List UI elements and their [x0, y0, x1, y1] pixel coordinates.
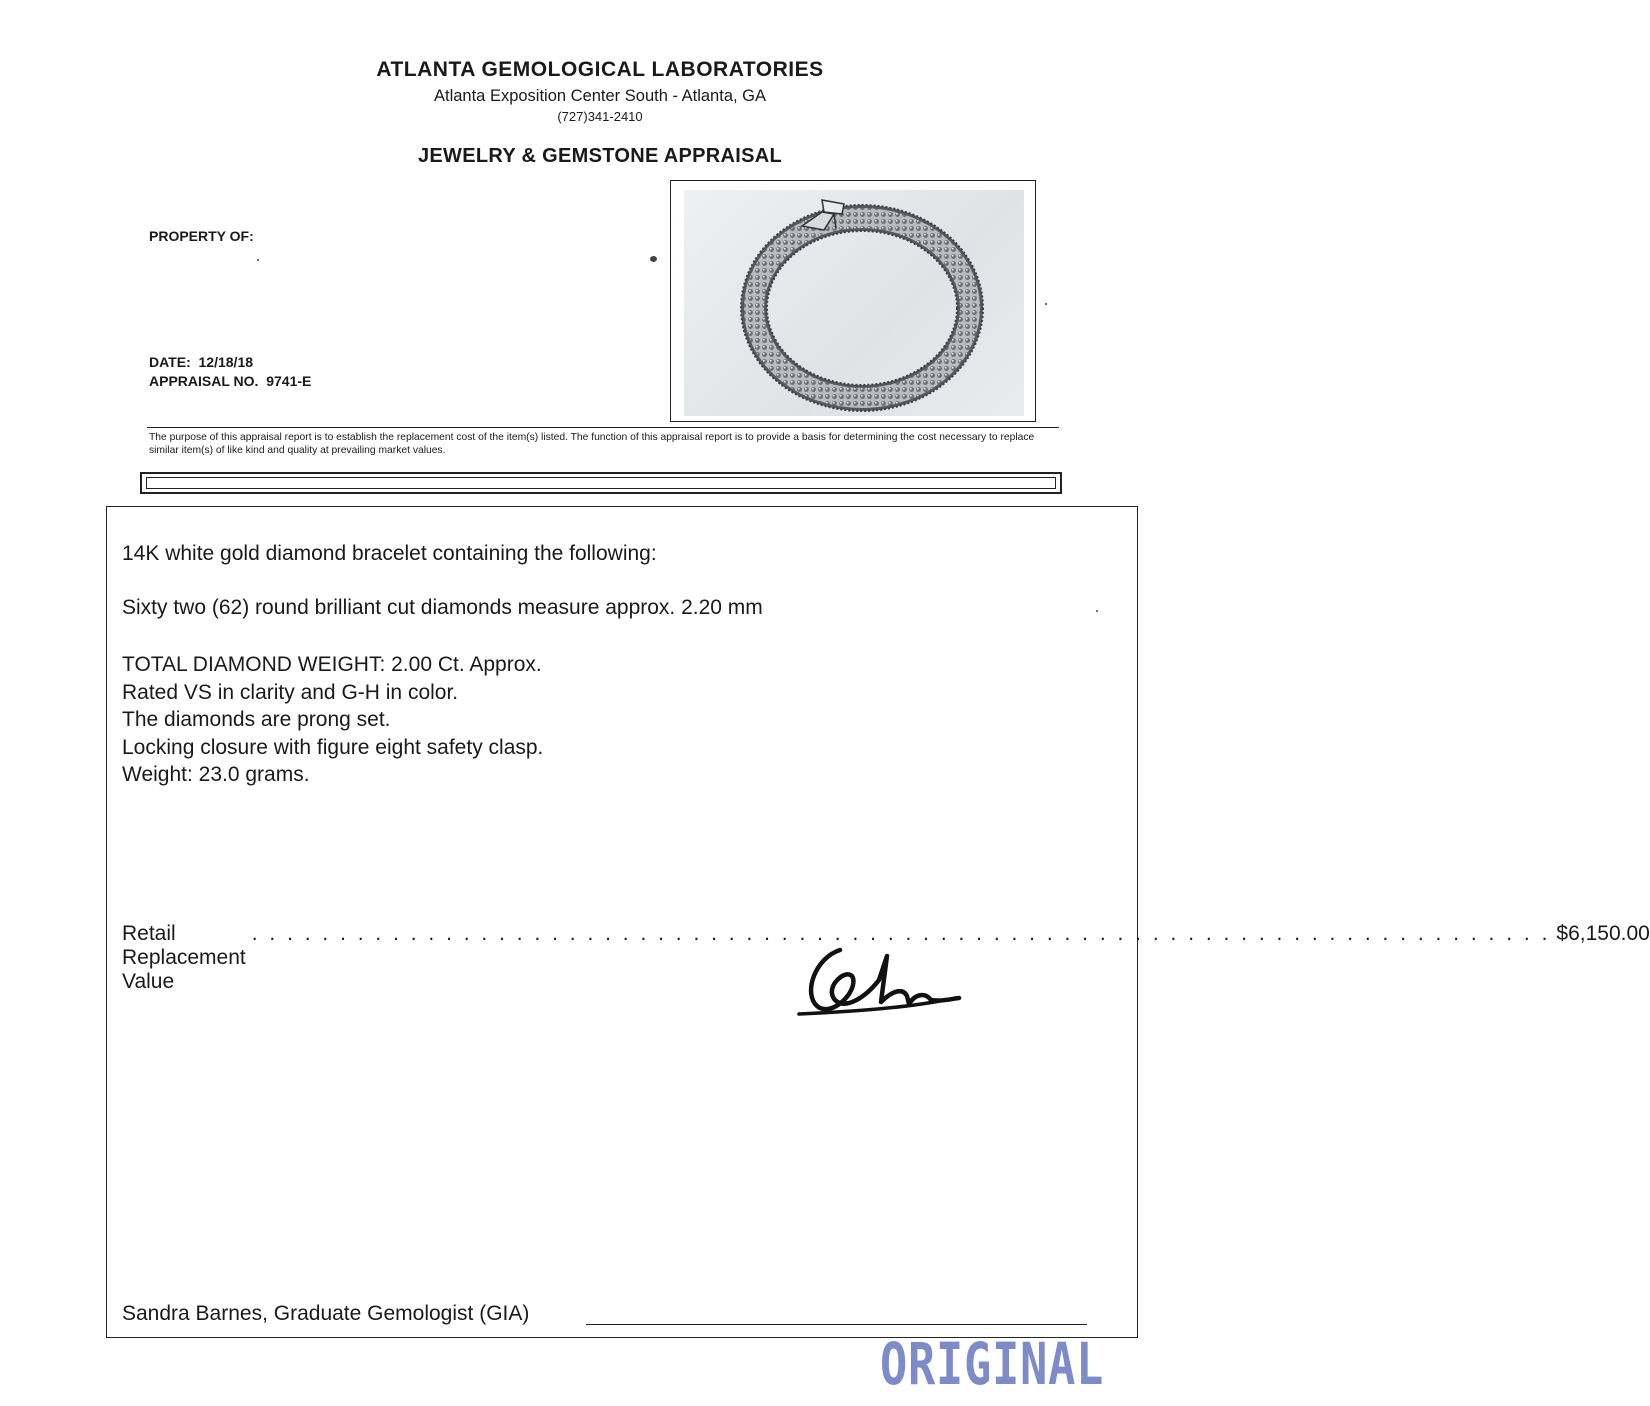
- spec-clarity-color: Rated VS in clarity and G-H in color.: [122, 680, 459, 704]
- value-amount: $6,150.00: [1556, 922, 1650, 945]
- scan-speck: [257, 259, 259, 261]
- appraisal-number-label: APPRAISAL NO.: [149, 373, 259, 389]
- diamond-bracelet-photo: [684, 190, 1024, 416]
- date-value: 12/18/18: [198, 354, 254, 370]
- scan-speck: [1045, 303, 1047, 305]
- date-label: DATE:: [149, 354, 191, 370]
- dot-leader: . . . . . . . . . . . . . . . . . . . . . . . . . . . . . . . . . . . . . . . . . . . . . . . . . . . . . . . . . . . . . . . . . . . . . . . . . .: [251, 922, 1551, 945]
- company-phone: (727)341-2410: [557, 109, 643, 124]
- handwritten-signature: [795, 938, 965, 1030]
- header-divider: [147, 427, 1059, 428]
- spec-setting: The diamonds are prong set.: [122, 708, 391, 731]
- item-specifications: [122, 651, 543, 789]
- original-stamp: ORIGINAL: [880, 1330, 1105, 1398]
- appraisal-number-line: [149, 373, 311, 389]
- company-address: Atlanta Exposition Center South - Atlanta, GA: [433, 87, 767, 105]
- spec-closure: Locking closure with figure eight safety clasp.: [122, 735, 544, 759]
- document-title: JEWELRY & GEMSTONE APPRAISAL: [417, 145, 782, 167]
- date-line: [149, 354, 253, 370]
- stone-description: Sixty two (62) round brilliant cut diamonds measure approx. 2.20 mm: [122, 596, 763, 619]
- spec-weight: Weight: 23.0 grams.: [122, 763, 310, 786]
- signer-name: Sandra Barnes, Graduate Gemologist (GIA): [122, 1302, 530, 1325]
- item-photo-frame: [670, 180, 1036, 422]
- item-description: 14K white gold diamond bracelet containing the following:: [122, 542, 657, 565]
- signature-line: [586, 1324, 1087, 1325]
- company-name: ATLANTA GEMOLOGICAL LABORATORIES: [376, 58, 824, 81]
- double-rule-bar: [140, 472, 1062, 494]
- property-of-label: PROPERTY OF:: [149, 228, 254, 244]
- scan-speck: [650, 256, 657, 262]
- appraisal-disclaimer: The purpose of this appraisal report is to establish the replacement cost of the item(s) listed. The function of this appraisal report is to provide a basis for determining the cost necessary to replace similar item(s) of like kind and quality at prevailing market values.: [149, 432, 1035, 456]
- scan-speck: [1096, 610, 1098, 612]
- spec-total-weight: TOTAL DIAMOND WEIGHT: 2.00 Ct. Approx.: [122, 653, 542, 676]
- appraisal-number-value: 9741-E: [266, 373, 312, 389]
- value-label: Retail Replacement Value: [122, 922, 246, 993]
